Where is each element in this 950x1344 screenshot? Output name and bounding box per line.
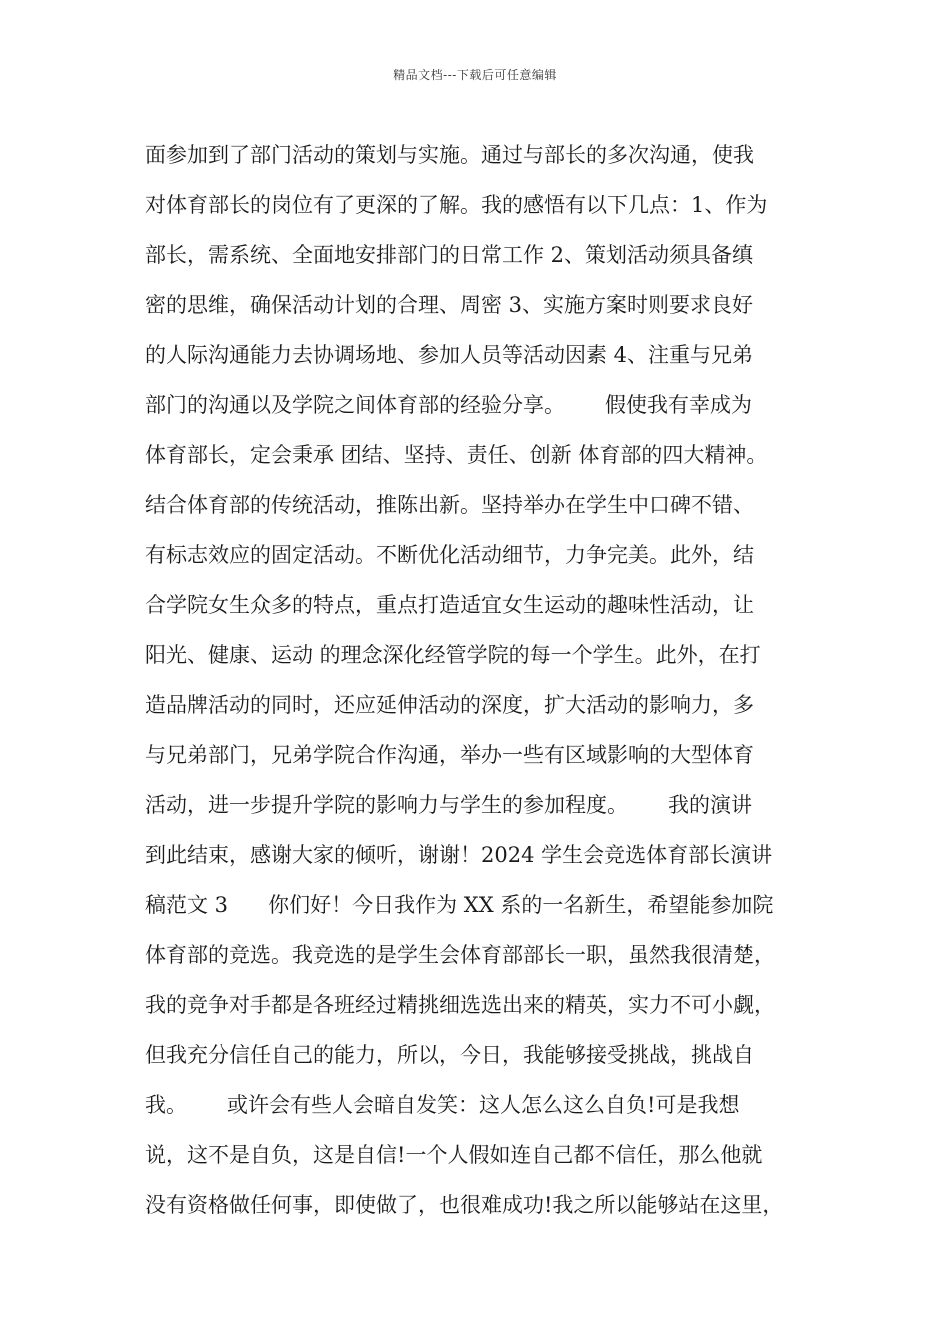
text-line: 到此结束，感谢大家的倾听，谢谢！2024 学生会竞选体育部长演讲 (145, 843, 773, 867)
text-line: 体育部的竞选。我竞选的是学生会体育部部长一职，虽然我很清楚， (145, 943, 775, 967)
document-body (145, 130, 825, 1230)
text-line: 合学院女生众多的特点，重点打造适宜女生运动的趣味性活动，让 (145, 593, 754, 617)
text-line: 我。 或许会有些人会暗自发笑：这人怎么这么自负!可是我想 (145, 1093, 740, 1117)
text-line: 我的竞争对手都是各班经过精挑细选选出来的精英，实力不可小觑， (145, 993, 775, 1017)
text-line: 结合体育部的传统活动，推陈出新。坚持举办在学生中口碑不错、 (145, 493, 754, 517)
text-line: 对体育部长的岗位有了更深的了解。我的感悟有以下几点：1、作为 (145, 193, 768, 217)
text-line: 但我充分信任自己的能力，所以，今日，我能够接受挑战，挑战自 (145, 1043, 754, 1067)
text-line: 活动，进一步提升学院的影响力与学生的参加程度。 我的演讲 (145, 793, 753, 817)
text-line: 说，这不是自负，这是自信!一个人假如连自己都不信任，那么他就 (145, 1143, 763, 1167)
text-line: 部门的沟通以及学院之间体育部的经验分享。 假使我有幸成为 (145, 393, 753, 417)
text-line: 部长，需系统、全面地安排部门的日常工作 2、策划活动须具备缜 (145, 243, 754, 267)
text-line: 造品牌活动的同时，还应延伸活动的深度，扩大活动的影响力，多 (145, 693, 754, 717)
text-line: 面参加到了部门活动的策划与实施。通过与部长的多次沟通，使我 (145, 143, 754, 167)
text-line: 稿范文 3 你们好！今日我作为 XX 系的一名新生，希望能参加院 (145, 893, 774, 917)
text-line: 阳光、健康、运动 的理念深化经管学院的每一个学生。此外，在打 (145, 643, 761, 667)
text-line: 有标志效应的固定活动。不断优化活动细节，力争完美。此外，结 (145, 543, 754, 567)
text-line: 密的思维，确保活动计划的合理、周密 3、实施方案时则要求良好 (145, 293, 754, 317)
text-line: 与兄弟部门，兄弟学院合作沟通，举办一些有区域影响的大型体育 (145, 743, 754, 767)
text-line: 的人际沟通能力去协调场地、参加人员等活动因素 4、注重与兄弟 (145, 343, 754, 367)
text-line: 体育部长，定会秉承 团结、坚持、责任、创新 体育部的四大精神。 (145, 443, 768, 467)
page-header: 精品文档---下载后可任意编辑 (393, 68, 557, 82)
text-line: 没有资格做任何事，即使做了，也很难成功!我之所以能够站在这里， (145, 1193, 784, 1217)
